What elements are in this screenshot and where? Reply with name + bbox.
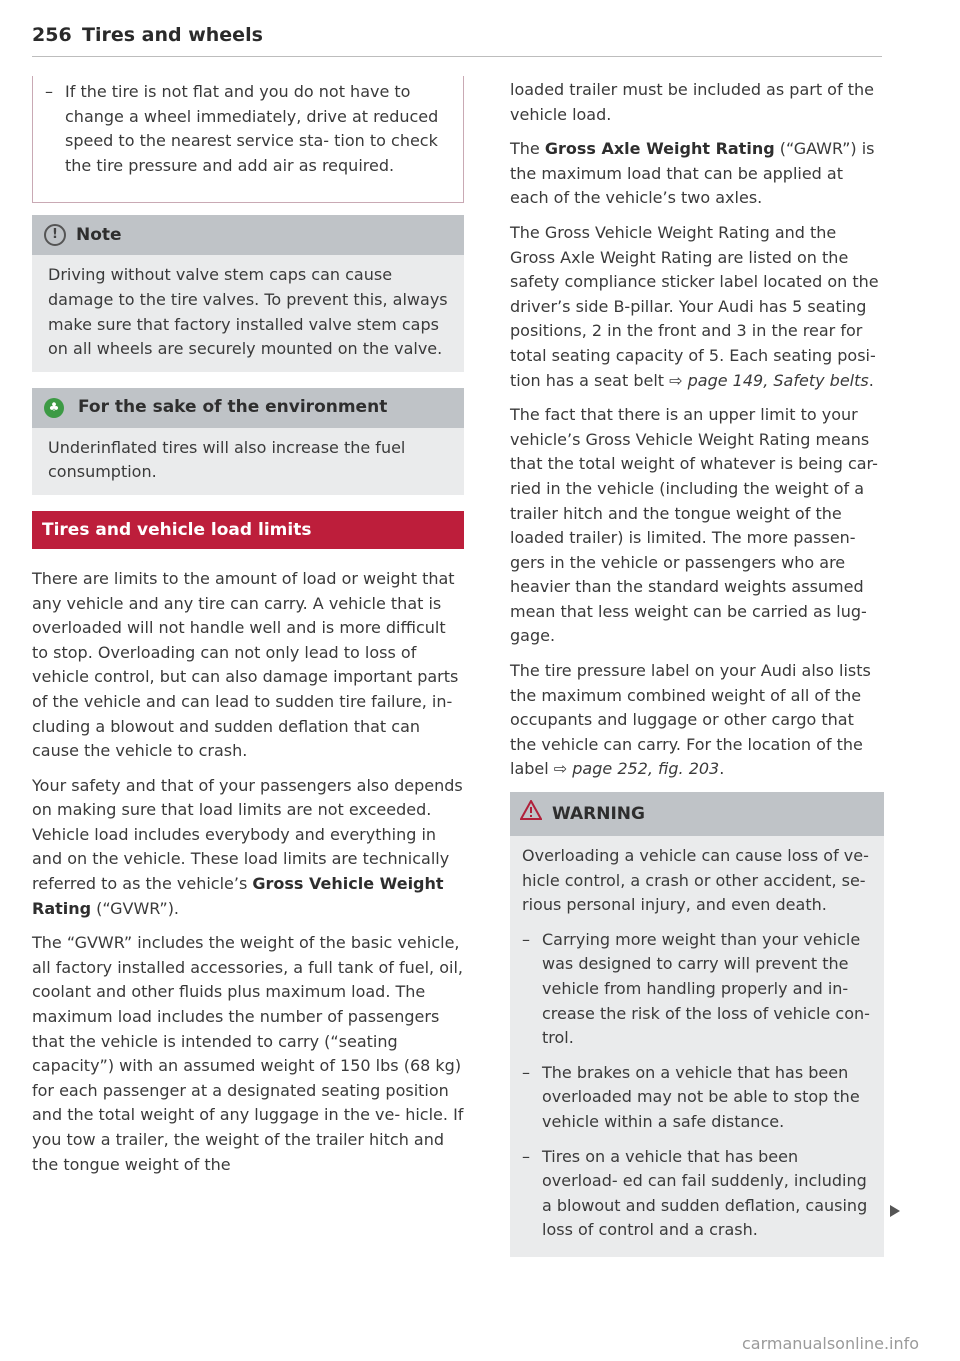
section-heading: Tires and vehicle load limits (32, 511, 464, 549)
section-title: Tires and wheels (82, 24, 263, 46)
warning-box (510, 792, 884, 1257)
page-header (32, 22, 882, 57)
list-item: – The brakes on a vehicle that has been overloaded may not be able to stop the vehicle within a safe distance. (522, 1062, 860, 1131)
environment-body: Underinflated tires will also increase the fuel consumption. (48, 437, 406, 482)
environment-header (32, 388, 464, 428)
watermark: carmanualsonline.info (742, 1334, 920, 1353)
environment-title: For the sake of the environment (78, 397, 388, 418)
paragraph: The Gross Axle Weight Rating (“GAWR”) is the maximum load that can be applied at each of the vehicle’s two axles. (510, 139, 875, 208)
list-item: – If the tire is not flat and you do not have to change a wheel immediately, drive at reduced speed to the nearest service sta- tion to check the tire pressure and add air as required. (45, 82, 439, 175)
continue-arrow-icon (890, 1205, 900, 1217)
note-title: Note (76, 225, 122, 246)
paragraph: The Gross Vehicle Weight Rating and the Gross Axle Weight Rating are listed on the safety compliance sticker label located on the driver’s side B-pillar. Your Audi has 5 seating positions, 2 in the front and 3 in the rear for total seating capacity of 5. Each seating posi- tion has a seat belt ⇨ page 149, Safety belts. (510, 222, 879, 390)
warning-header (510, 792, 884, 836)
list-item: – Carrying more weight than your vehicle was designed to carry will prevent the vehicle from handling properly and in- crease the risk of the loss of vehicle con- trol. (522, 929, 870, 1048)
note-body: Driving without valve stem caps can cause damage to the tire valves. To prevent this, always make sure that factory installed valve stem caps on all wheels are securely mounted on the valve. (48, 265, 448, 359)
paragraph: The tire pressure label on your Audi also lists the maximum combined weight of all of the occupants and luggage or other cargo that the vehicle can carry. For the location of the label ⇨ page 252, fig. 203. (510, 661, 871, 779)
environment-icon: ♣ (44, 398, 64, 418)
paragraph: Your safety and that of your passengers also depends on making sure that load limits are not exceeded. Vehicle load includes everybody and everything in and on the vehicle. These load limits are technically referred to as the vehicle’s Gross Vehicle Weight Rating (“GVWR”). (32, 775, 463, 918)
paragraph: loaded trailer must be included as part of the vehicle load. (510, 80, 874, 124)
figure-reference-link[interactable]: ⇨ page 252, fig. 203 (553, 759, 720, 779)
warning-body (510, 836, 884, 1257)
note-box (32, 215, 464, 371)
note-icon: ! (44, 224, 66, 246)
list-item: – Tires on a vehicle that has been overload- ed can fail suddenly, including a blowout and sudden deflation, causing loss of control and a crash. (522, 1146, 868, 1240)
warning-icon (520, 800, 542, 828)
note-header (32, 215, 464, 255)
environment-box (32, 388, 464, 495)
paragraph: There are limits to the amount of load or weight that any vehicle and any tire can carry. A vehicle that is overloaded will not handle well and is more difficult to stop. Overloading can not only lead to loss of vehicle control, but can also damage important parts of the vehicle and can lead to sudden tire failure, in- cluding a blowout and sudden deflation that can cause the vehicle to crash. (32, 568, 459, 761)
page-reference-link[interactable]: ⇨ page 149, Safety belts (669, 370, 869, 390)
paragraph: The “GVWR” includes the weight of the basic vehicle, all factory installed accessories, a full tank of fuel, oil, coolant and other fluids plus maximum load. The maximum load includes the number of passengers that the vehicle is intended to carry (“seating capacity”) with an assumed weight of 150 lbs (68 kg) for each passenger at a designated seating position and the total weight of any luggage in the ve- hicle. If you tow a trailer, the weight of the trailer hitch and the tongue weight of the (32, 933, 464, 1174)
warning-title: WARNING (552, 803, 645, 824)
paragraph: The fact that there is an upper limit to your vehicle’s Gross Vehicle Weight Rating means that the total weight of whatever is being car- ried in the vehicle (including the weight of a trailer hitch and the tongue weight of the loaded trailer) is limited. The more passen- gers in the vehicle or passengers who are heavier than the standard weights assumed mean that less weight can be carried as lug- gage. (510, 405, 878, 646)
page-number: 256 (32, 24, 72, 46)
warning-intro: Overloading a vehicle can cause loss of ve- hicle control, a crash or other accident, se- rious personal injury, and even death. (522, 846, 869, 915)
left-column (32, 78, 464, 1187)
bullet-box (32, 76, 464, 203)
right-column (510, 78, 884, 1257)
